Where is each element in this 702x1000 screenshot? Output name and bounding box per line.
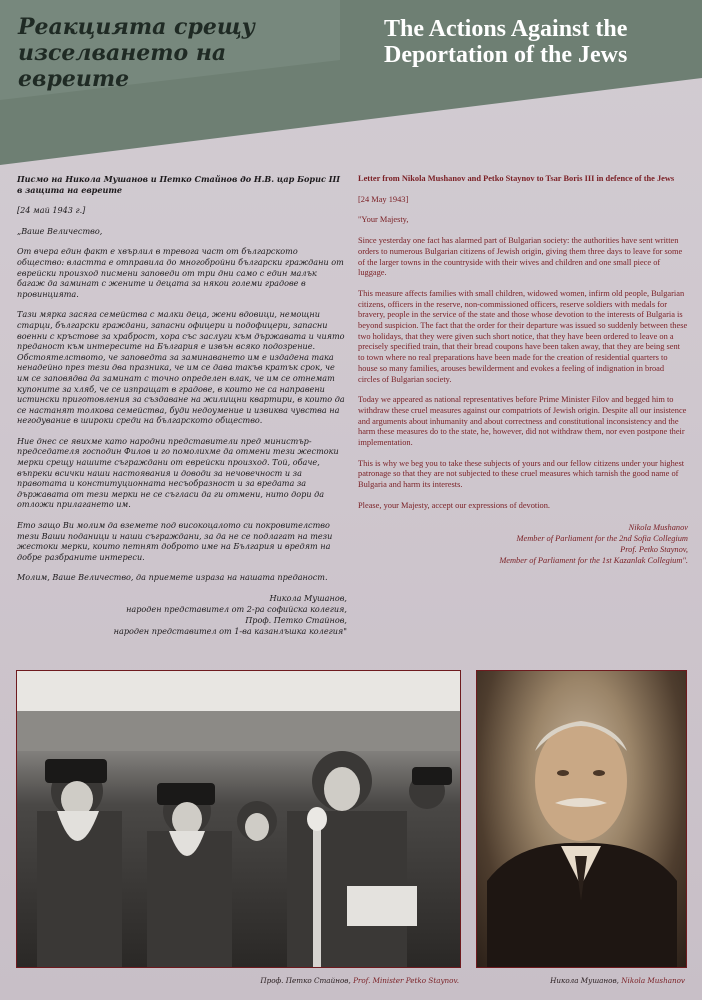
portrait-illustration — [477, 671, 686, 967]
letter-date: [24 May 1943] — [358, 194, 409, 204]
signature-role: Member of Parliament for the 1st Kazanlak Collegium". — [499, 555, 688, 565]
caption-english: Prof. Minister Petko Staynov. — [353, 976, 459, 985]
signature-name: Никола Мушанов, — [269, 593, 347, 603]
letter-paragraph: This is why we beg you to take these subjects of yours and our fellow citizens under your highest patronage so that they are not subjected to these cruel measures which tarnish the good name of Bulgaria and harm its interests. — [358, 458, 685, 490]
letter-paragraph: Ето защо Ви молим да вземете под високоцалото си покровителство тези Ваши поданици и наши съграждани, за да не се подлагат на тези жестоки мерки, които петнят доброто име на България и вредят на добре разбраните интереси. — [17, 520, 333, 562]
title-bulgarian: Реакцията срещу изселването на евреите — [18, 14, 255, 92]
letter-paragraph: Ние днес се явихме като народни представители пред министър-председателя господин Филов и го помолихме да отмени тези жестоки мерки срещу нашите съграждани от еврейски произход. Той, обаче, въпреки всички наши настоявания и доводи за нечовечност и за правотата и конституционната несъобразност и за вредата за държавата от тези мерки не се съгласи да ги отмени, нито дори да отложи прилагането им. — [17, 435, 339, 510]
letter-signatures — [17, 593, 347, 637]
photo-portrait — [476, 670, 687, 968]
title-english: The Actions Against the Deportation of the Jews — [384, 16, 628, 68]
caption-english: Nikola Mushanov — [621, 976, 685, 985]
letter-paragraph: This measure affects families with small children, widowed women, infirm old people, Bulgarian citizens, officers in the reserve, non-commissioned officers, reserve soldiers with medals for bravery, people in the service of the state and those whose devotion to the interests of Bulgaria is beyond suspicion. The fact that the order for their departure was issued so suddenly between these two holidays, that they were given such short notice, that they have been ordered to leave on a precisely specified train, that their bread coupons have been taken away, that they are being sent to town where no real preparations have been made for the creation of residential quarters to house so many families, arouses bewilderment and evokes a feeling of indignation in broad circles of Bulgarian society. — [358, 288, 688, 384]
signature-role: народен представител от 2-ра софийска колегия, — [126, 604, 347, 614]
letter-salutation: "Your Majesty, — [358, 215, 409, 225]
letter-date: [24 май 1943 г.] — [17, 205, 86, 216]
letter-heading: Писмо на Никола Мушанов и Петко Стайнов до Н.В. цар Борис III в защита на евреите — [17, 174, 341, 195]
signature-name: Prof. Petko Staynov, — [620, 544, 688, 554]
letter-signatures — [358, 522, 688, 566]
letter-bulgarian — [17, 174, 347, 637]
letter-heading: Letter from Nikola Mushanov and Petko Staynov to Tsar Boris III in defence of the Jews — [358, 174, 675, 183]
letter-paragraph: Today we appeared as national representatives before Prime Minister Filov and begged him to withdraw these cruel measures against our compatriots of Jewish origin. Despite all our insistence and arguments about inhumanity and about correctness and constitutional inconsistency and the harm these measures do to the state, he, however, did not withdraw them, nor even postpone their implementation. — [358, 395, 687, 448]
letter-paragraph: От вчера един факт е хвърлил в тревога част от българското общество: властта е отправила до многобройни български граждани от еврейски произход писмени заповеди от три дни само с един малък багаж да заминат с жените и децата за някои големи градове в провинцията. — [17, 246, 344, 299]
caption-bulgarian: Никола Мушанов, — [550, 976, 619, 985]
caption-bulgarian: Проф. Петко Стайнов, — [260, 976, 351, 985]
photo1-caption — [16, 976, 459, 985]
letter-salutation: „Ваше Величество, — [17, 225, 103, 236]
signature-name: Nikola Mushanov — [628, 522, 688, 532]
letter-paragraph: Since yesterday one fact has alarmed part of Bulgarian society: the authorities have sent written orders to numerous Bulgarian citizens of Jewish origin, giving them three days to leave for some of the larger towns in the countryside with their wives and children and one small piece of luggage. — [358, 236, 683, 278]
photo2-caption — [476, 976, 685, 985]
photo-crowd-illustration — [17, 671, 460, 967]
photo-crowd-speech — [16, 670, 461, 968]
letter-closing: Please, your Majesty, accept our expressions of devotion. — [358, 500, 551, 510]
letter-paragraph: Тази мярка засяга семейства с малки деца, жени вдовици, немощни старци, български граждани, запасни офицери и подофицери, запасни военни с кръстове за храброст, хора със заслуги към държавата и чиято преданост към интересите на България е извън всяко подозрение. Обстоятелството, че заповедта за заминаването им е издадена така ненадейно през тези два празника, че им се дава такъв кратък срок, че им се заповядва да заминат с точно определен влак, че им се отнемат купоните за хляб, че се изпращат в градове, в които не са направени истински приготовления за създаване на жилищни квартири, в които да се настанят толкова семейства, буди недоумение и извиква чувства на негодувание в широки среди на българското общество. — [17, 309, 345, 426]
letter-closing: Молим, Ваше Величество, да приемете израза на нашата преданост. — [17, 572, 328, 583]
signature-role: Member of Parliament for the 2nd Sofia Collegium — [516, 533, 688, 543]
signature-name: Проф. Петко Стайнов, — [245, 615, 347, 625]
letter-english — [358, 174, 688, 566]
signature-role: народен представител от 1-ва казанлъшка колегия" — [113, 626, 347, 636]
